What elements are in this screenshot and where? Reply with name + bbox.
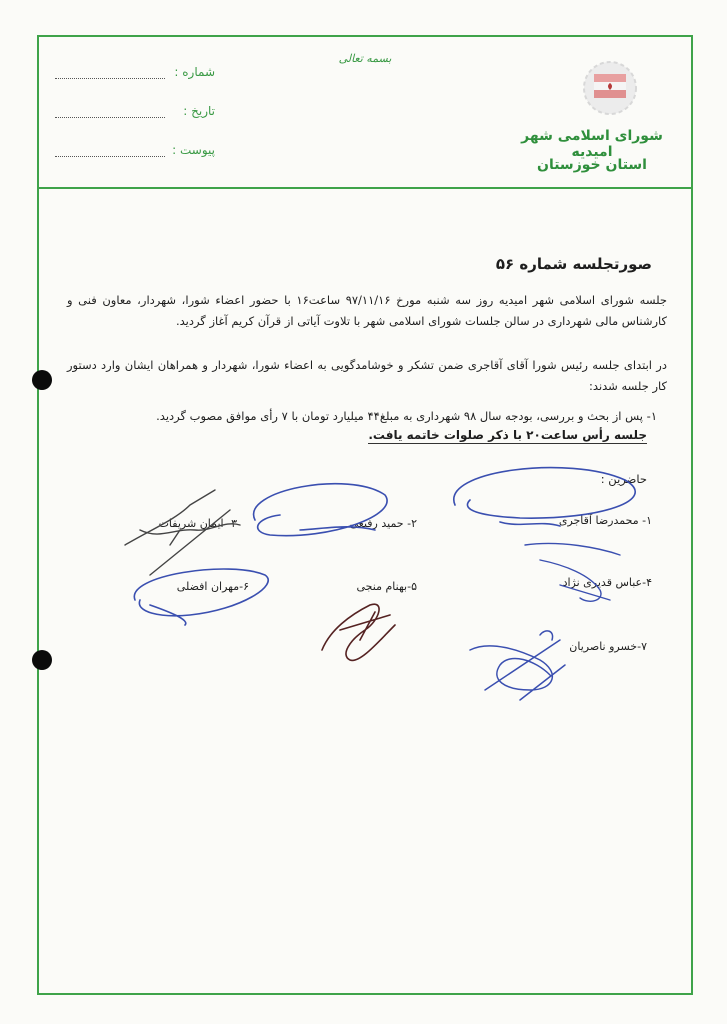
signature-monji <box>322 604 395 660</box>
org-name: شورای اسلامی شهر امیدیه <box>521 128 663 160</box>
signature-naserian <box>470 631 565 700</box>
field-date-label: تاریخ : <box>183 104 215 118</box>
attendee-name: ۷-خسرو ناصریان <box>569 640 647 653</box>
paragraph-intro: در ابتدای جلسه رئیس شورا آقای آقاجری ضمن تشکر و خوشامدگویی به اعضاء شورا، شهردار و همراهان ایشان وارد دستور کار جلسه شدند: <box>67 358 667 393</box>
signature-afzali <box>134 569 268 625</box>
attendee-name: ۲- حمید رفیعی <box>349 517 417 530</box>
attendee-name: ۶-مهران افضلی <box>176 580 249 593</box>
signature-ghadiri <box>525 543 620 601</box>
signature-rafiei <box>254 484 387 536</box>
signature-aghajari <box>454 468 635 526</box>
attendee-name: ۳- ایمان شریفات <box>158 517 237 530</box>
signature-sharifat <box>125 490 240 575</box>
agenda-item: ۱- پس از بحث و بررسی، بودجه سال ۹۸ شهرداری به مبلغ۴۴ میلیارد تومان با ۷ رأی موافق مصوب گردید. <box>156 409 657 423</box>
document-title: صورتجلسه شماره ۵۶ <box>495 255 652 273</box>
motto: بسمه تعالی <box>338 52 392 65</box>
attendee-name: ۱- محمدرضا آقاجری <box>558 514 652 527</box>
field-number-label: شماره : <box>174 65 215 79</box>
attendee-name: ۵-بهنام منجی <box>356 580 417 593</box>
field-attachment-label: پیوست : <box>172 143 215 157</box>
attendee-name: ۴-عباس قدیری نژاد <box>562 576 652 589</box>
paragraph-opening: جلسه شورای اسلامی شهر امیدیه روز سه شنبه مورخ ۹۷/۱۱/۱۶ ساعت۱۶ با حضور اعضاء شورا، شهردار، معاون فنی و کارشناس مالی شهرداری در سالن جلسات شورای اسلامی شهر با تلاوت آیاتی از قرآن کریم آغاز گردید. <box>67 293 668 328</box>
province-name: استان خوزستان <box>537 157 647 173</box>
attendees-label: حاضرین : <box>600 472 647 486</box>
closing-line: جلسه رأس ساعت۲۰ با ذکر صلوات خاتمه یافت. <box>368 428 647 442</box>
